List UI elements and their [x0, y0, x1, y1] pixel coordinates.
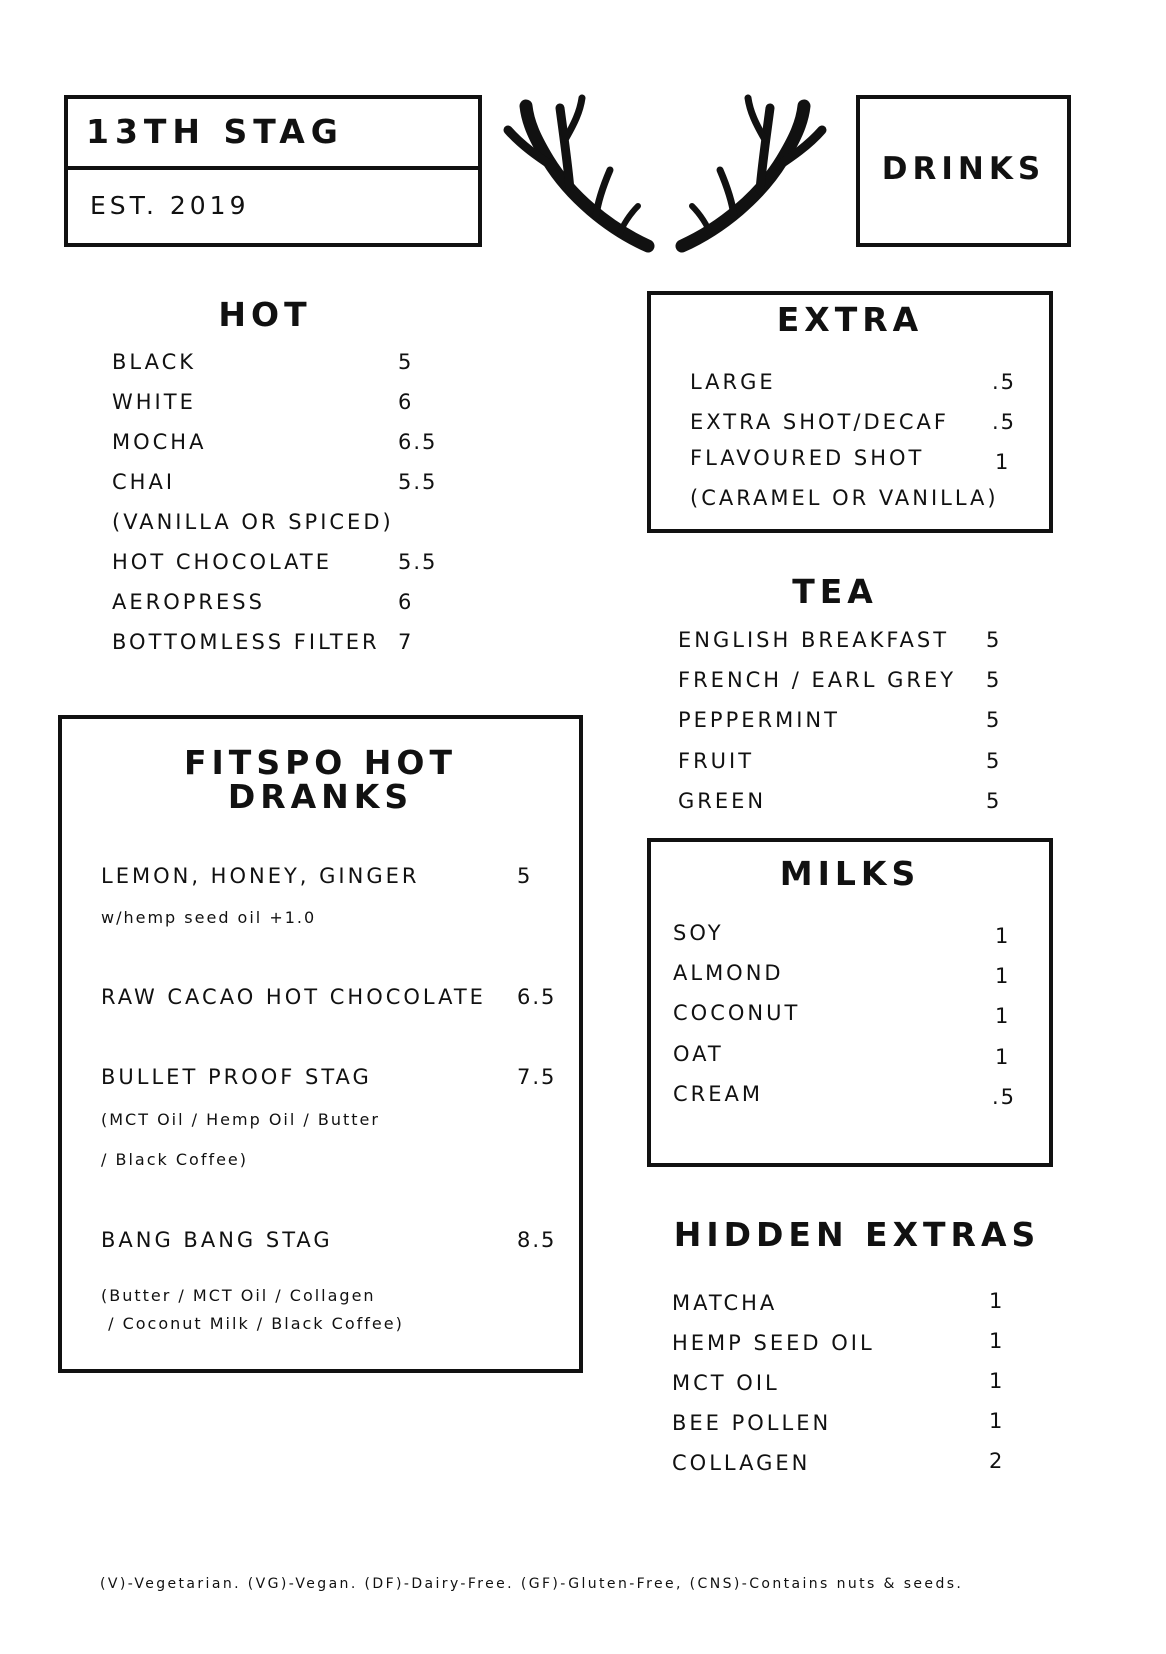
tea-item-name: GREEN [678, 789, 767, 813]
fitspo-item-note: / Coconut Milk / Black Coffee) [101, 1314, 404, 1333]
extra-item-price: 1 [995, 450, 1011, 474]
hot-item-name: AEROPRESS [112, 590, 265, 614]
fitspo-item-price: 6.5 [517, 985, 557, 1009]
established-year: EST. 2019 [90, 191, 250, 220]
extra-item-price: .5 [992, 410, 1017, 434]
hidden-extra-item-price: 1 [989, 1409, 1005, 1433]
fitspo-item-note: w/hemp seed oil +1.0 [101, 908, 317, 927]
tea-item-price: 5 [986, 749, 1002, 773]
fitspo-item-price: 7.5 [517, 1065, 557, 1089]
extra-item-name: FLAVOURED SHOT [690, 446, 925, 470]
milk-item-price: 1 [995, 964, 1011, 988]
hot-item-price: 6.5 [398, 430, 438, 454]
tea-item-price: 5 [986, 628, 1002, 652]
milk-item-price: 1 [995, 924, 1011, 948]
tea-heading: TEA [792, 572, 878, 611]
extra-item-price: .5 [992, 370, 1017, 394]
tea-item-name: PEPPERMINT [678, 708, 840, 732]
extra-item-name: LARGE [690, 370, 776, 394]
tea-item-name: FRENCH / EARL GREY [678, 668, 957, 692]
milk-item-name: ALMOND [673, 961, 784, 985]
milk-item-price: 1 [995, 1045, 1011, 1069]
brand-name: 13TH STAG [86, 112, 344, 151]
milk-item-price: .5 [992, 1085, 1017, 1109]
hot-item-price: 6 [398, 390, 414, 414]
extra-item-name: EXTRA SHOT/DECAF [690, 410, 949, 434]
hot-item-price: 5.5 [398, 550, 438, 574]
tea-item-price: 5 [986, 789, 1002, 813]
hidden-extra-item-name: BEE POLLEN [672, 1411, 832, 1435]
milk-item-name: OAT [673, 1042, 724, 1066]
fitspo-heading-line1: FITSPO HOT [183, 743, 457, 782]
fitspo-heading-line2: DRANKS [227, 777, 414, 816]
milk-item-name: CREAM [673, 1082, 764, 1106]
hot-item-name: WHITE [112, 390, 196, 414]
hot-heading: HOT [218, 295, 312, 334]
menu-title: DRINKS [881, 151, 1046, 187]
milk-item-name: COCONUT [673, 1001, 801, 1025]
extra-heading: EXTRA [776, 300, 924, 339]
hot-item-name: CHAI [112, 470, 176, 494]
dietary-legend: (V)-Vegetarian. (VG)-Vegan. (DF)-Dairy-Free. (GF)-Gluten-Free, (CNS)-Contains nuts & seeds. [100, 1576, 964, 1592]
hot-item-name: HOT CHOCOLATE [112, 550, 333, 574]
hot-item-price: 7 [398, 630, 414, 654]
hidden-extra-item-name: HEMP SEED OIL [672, 1331, 875, 1355]
tea-item-price: 5 [986, 708, 1002, 732]
hot-item-price: 5 [398, 350, 414, 374]
fitspo-item-price: 8.5 [517, 1228, 557, 1252]
tea-item-price: 5 [986, 668, 1002, 692]
fitspo-item-name: RAW CACAO HOT CHOCOLATE [101, 985, 486, 1009]
tea-item-name: FRUIT [678, 749, 755, 773]
fitspo-item-name: BANG BANG STAG [101, 1228, 333, 1252]
milk-item-name: SOY [673, 921, 724, 945]
hidden-extra-item-name: COLLAGEN [672, 1451, 811, 1475]
milk-item-price: 1 [995, 1004, 1011, 1028]
hot-item-price: 6 [398, 590, 414, 614]
fitspo-item-note: (MCT Oil / Hemp Oil / Butter [101, 1110, 380, 1129]
fitspo-item-name: BULLET PROOF STAG [101, 1065, 372, 1089]
fitspo-item-note: (Butter / MCT Oil / Collagen [101, 1286, 376, 1305]
hot-item-price: 5.5 [398, 470, 438, 494]
hidden-extra-item-price: 1 [989, 1289, 1005, 1313]
milks-heading: MILKS [779, 854, 921, 893]
hidden-extra-item-name: MCT OIL [672, 1371, 780, 1395]
fitspo-item-price: 5 [517, 864, 533, 888]
antlers-icon [500, 88, 830, 253]
hidden-extra-item-price: 1 [989, 1329, 1005, 1353]
fitspo-item-note: / Black Coffee) [101, 1150, 249, 1169]
fitspo-item-name: LEMON, HONEY, GINGER [101, 864, 420, 888]
brand-divider [64, 166, 482, 170]
hot-item-name: BLACK [112, 350, 197, 374]
hot-item-name: BOTTOMLESS FILTER [112, 630, 380, 654]
hot-item-name: MOCHA [112, 430, 207, 454]
hidden-extra-item-price: 1 [989, 1369, 1005, 1393]
extra-item-name: (CARAMEL OR VANILLA) [690, 486, 999, 510]
hidden-extras-heading: HIDDEN EXTRAS [673, 1215, 1041, 1254]
hidden-extra-item-price: 2 [989, 1449, 1005, 1473]
hot-item-name: (VANILLA OR SPICED) [112, 510, 394, 534]
hidden-extra-item-name: MATCHA [672, 1291, 778, 1315]
tea-item-name: ENGLISH BREAKFAST [678, 628, 950, 652]
